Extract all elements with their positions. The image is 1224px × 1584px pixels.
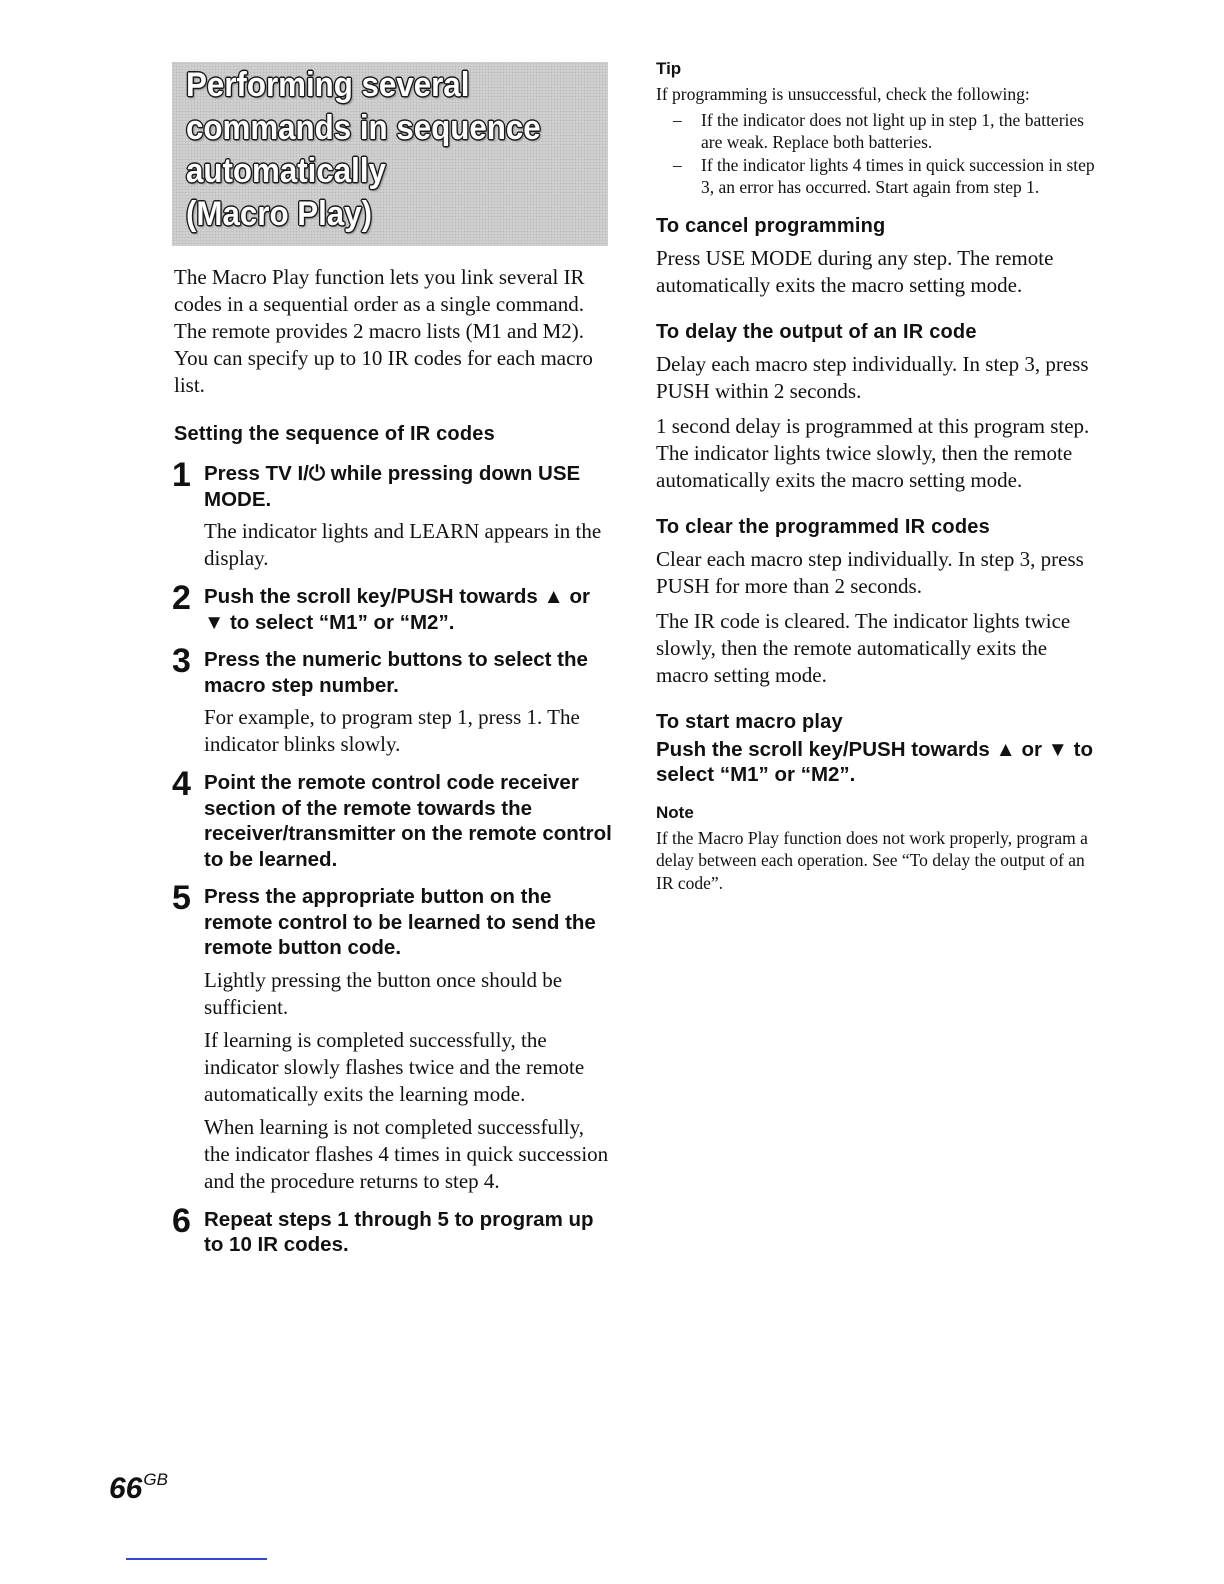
step-number: 6 [172, 1201, 191, 1240]
clear-heading: To clear the programmed IR codes [656, 515, 990, 538]
left-column [174, 264, 614, 1264]
step-number: 5 [172, 879, 191, 917]
note-body: If the Macro Play function does not work properly, program a delay between each operation. See “To delay the output of an IR code”. [656, 827, 1088, 893]
delay-body: Delay each macro step individually. In step 3, press PUSH within 2 seconds. [656, 351, 1089, 403]
delay-heading: To delay the output of an IR code [656, 320, 977, 343]
page-number-value: 66 [109, 1472, 143, 1505]
steps-list [172, 456, 614, 1258]
step-number: 1 [172, 456, 191, 494]
intro-paragraph: The Macro Play function lets you link several IR codes in a sequential order as a single command. The remote provides 2 macro lists (M1 and M2). You can specify up to 10 IR codes for each macro list. [174, 265, 593, 397]
page-title [186, 64, 541, 236]
start-body: Push the scroll key/PUSH towards ▲ or ▼ to select “M1” or “M2”. [656, 737, 1094, 786]
step-6 [172, 1201, 614, 1258]
bottom-rule [126, 1558, 267, 1560]
cancel-body: Press USE MODE during any step. The remote automatically exits the macro setting mode. [656, 245, 1054, 297]
step-title: Repeat steps 1 through 5 to program up to 10 IR codes. [204, 1207, 594, 1256]
clear-body: Clear each macro step individually. In step 3, press PUSH for more than 2 seconds. [656, 546, 1084, 598]
step-number: 3 [172, 642, 191, 680]
step-4 [172, 765, 614, 872]
step-body: When learning is not completed successfully, the indicator flashes 4 times in quick succession and the procedure returns to step 4. [204, 1114, 609, 1193]
step-5 [172, 879, 614, 1195]
step-3 [172, 642, 614, 758]
tip-heading: Tip [656, 59, 682, 78]
step-body: If learning is completed successfully, the indicator slowly flashes twice and the remote automatically exits the learning mode. [204, 1027, 585, 1106]
step-title: Press TV I/⏻ while pressing down USE MODE. [204, 462, 581, 511]
step-title: Press the appropriate button on the remote control to be learned to send the remote button code. [204, 885, 596, 959]
title-line: commands in sequence [186, 109, 541, 147]
step-number: 4 [172, 765, 191, 803]
note-heading: Note [656, 802, 694, 822]
page-number [109, 1470, 168, 1506]
step-title: Push the scroll key/PUSH towards ▲ or ▼ to select “M1” or “M2”. [204, 585, 590, 634]
tip-intro: If programming is unsuccessful, check the following: [656, 84, 1030, 104]
setting-heading: Setting the sequence of IR codes [174, 423, 495, 445]
tip-item: – If the indicator lights 4 times in quick succession in step 3, an error has occurred. Start again from step 1. [656, 154, 1096, 199]
page-number-suffix: GB [143, 1470, 168, 1489]
title-line: Performing several [186, 66, 470, 104]
title-line: (Macro Play) [186, 195, 373, 233]
step-2 [172, 579, 614, 635]
step-body: The indicator lights and LEARN appears in the display. [204, 519, 602, 570]
tip-item: – If the indicator does not light up in step 1, the batteries are weak. Replace both batteries. [656, 109, 1096, 154]
cancel-heading: To cancel programming [656, 214, 886, 237]
tip-list [656, 109, 1096, 199]
step-1 [172, 456, 614, 572]
clear-body: The IR code is cleared. The indicator lights twice slowly, then the remote automatically exits the macro setting mode. [656, 608, 1071, 687]
start-heading: To start macro play [656, 710, 843, 733]
step-body: Lightly pressing the button once should be sufficient. [204, 967, 563, 1019]
step-number: 2 [172, 579, 191, 617]
step-title: Press the numeric buttons to select the macro step number. [204, 648, 588, 697]
title-banner [172, 62, 608, 246]
title-line: automatically [186, 152, 386, 190]
delay-body: 1 second delay is programmed at this program step. The indicator lights twice slowly, then the remote automatically exits the macro setting mode. [656, 413, 1090, 492]
tip-section [656, 58, 1096, 199]
step-body: For example, to program step 1, press 1. The indicator blinks slowly. [204, 705, 580, 756]
step-title: Point the remote control code receiver section of the remote towards the receiver/transmitter on the remote control to be learned. [204, 771, 612, 871]
right-column [656, 58, 1096, 894]
